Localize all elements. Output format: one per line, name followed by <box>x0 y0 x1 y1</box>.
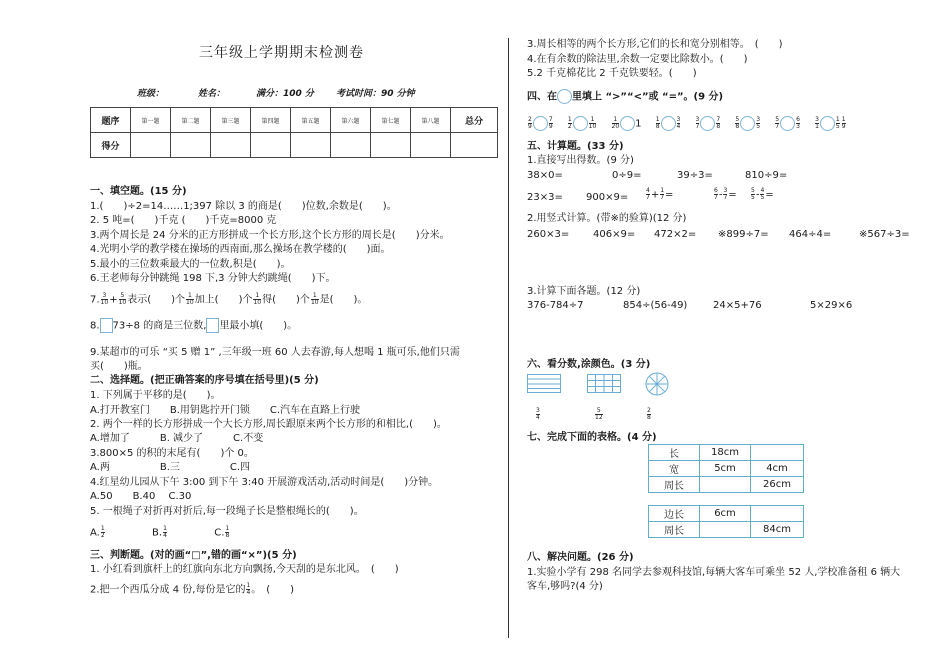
score-table-row-label: 题序 <box>91 108 131 133</box>
question: 5. 一根绳子对折再对折后,每一段绳子长是整根绳长的( )。 <box>90 506 364 517</box>
fraction: $\frac{1}{8}$ <box>225 525 230 539</box>
score-cell[interactable] <box>331 133 371 158</box>
question: 4.光明小学的教学楼在操场的西南面,那么操场在教学楼的( )面。 <box>90 244 391 255</box>
section-6-heading: 六、看分数,涂颜色。(3 分) <box>527 359 651 370</box>
score-col: 第七题 <box>371 108 411 133</box>
fraction: $\frac{1}{4}$ <box>246 582 251 596</box>
answer-box[interactable] <box>206 318 219 333</box>
question: 4.红星幼儿园从下午 3:00 到下午 3:40 开展游戏活动,活动时间是( )分钟。 <box>90 477 439 488</box>
answer-circle[interactable] <box>533 116 548 131</box>
question: 客车,够吗?(4 分) <box>527 581 603 592</box>
exam-time: 考试时间：90 分钟 <box>336 89 415 99</box>
calc: 5×29×6 <box>810 300 853 311</box>
compare-item: $\frac{5}{8}$ $\frac{3}{5}$ <box>735 116 761 130</box>
answer-box[interactable] <box>100 318 113 333</box>
calc-fraction: $\frac{6}{7}$ - $\frac{3}{7}$ = <box>714 187 737 201</box>
compare-item: $\frac{3}{7}$ $\frac{7}{8}$ <box>695 116 721 130</box>
subheading: 2.用竖式计算。(带※的验算)(12 分) <box>527 213 687 224</box>
score-col: 第二题 <box>171 108 211 133</box>
score-cell[interactable] <box>171 133 211 158</box>
question: 1.实验小学有 298 名同学去参观科技馆,每辆大客车可乘坐 52 人,学校准备租 6 辆大 <box>527 567 901 578</box>
table-row-label: 边长 <box>649 506 700 522</box>
section-5-heading: 五、计算题。(33 分) <box>527 141 624 152</box>
score-col: 第四题 <box>251 108 291 133</box>
full-score: 满分：100 分 <box>256 89 314 99</box>
compare-item: $\frac{3}{1}$ $\frac{1}{5}$ $\frac{1}{9}$ <box>815 116 846 130</box>
calc: 38×0= <box>527 170 563 181</box>
fraction: $\frac{1}{10}$ <box>186 292 194 306</box>
score-table <box>90 107 498 158</box>
subheading: 3.计算下面各题。(12 分) <box>527 286 641 297</box>
calc: 0÷9= <box>612 170 642 181</box>
fraction-label: $\frac{5}{12}$ <box>595 407 603 421</box>
table-cell[interactable] <box>751 445 804 461</box>
fraction: $\frac{1}{2}$ <box>100 525 105 539</box>
question-7: 7. $\frac{3}{10}$ + $\frac{5}{10}$ 表示( )个 $\frac{1}{10}$ 加上( )个 $\frac{1}{10}$ 得( )个 $\frac{1}{10}$ 是( )。 <box>90 292 368 306</box>
section-4-heading: 四、在 里填上 “>”“<”或 “=”。(9 分) <box>527 89 723 105</box>
table-row-label: 周长 <box>649 477 700 493</box>
calc: 39÷3= <box>677 170 713 181</box>
question: 2.把一个西瓜分成 4 份,每份是它的 $\frac{1}{4}$ 。 ( ) <box>90 582 295 596</box>
question: 1. 小红看到旗杆上的红旗向东北方向飘扬,今天刮的是东北风。 ( ) <box>90 564 399 575</box>
question: 买( )瓶。 <box>90 361 148 372</box>
question: 1.( )÷2=14……1;397 除以 3 的商是( )位数,余数是( )。 <box>90 201 397 212</box>
score-col: 第一题 <box>131 108 171 133</box>
rectangle-table <box>648 444 804 493</box>
calc-fraction: $\frac{4}{7}$ + $\frac{1}{7}$ = <box>646 187 674 201</box>
question: 3.周长相等的两个长方形,它们的长和宽分别相等。 ( ) <box>527 39 783 50</box>
calc: ※567÷3= <box>859 229 910 240</box>
score-cell[interactable] <box>371 133 411 158</box>
options: A.两 B.三 C.四 <box>90 462 251 473</box>
table-cell[interactable] <box>700 477 751 493</box>
options: A.打开教室门 B.用钥匙拧开门锁 C.汽车在直路上行驶 <box>90 405 361 416</box>
answer-circle[interactable] <box>573 116 588 131</box>
question-8: 8. 73÷8 的商是三位数, 里最小填( )。 <box>90 318 297 334</box>
calc: 464÷4= <box>789 229 832 240</box>
calc: ※899÷7= <box>718 229 769 240</box>
score-col: 第六题 <box>331 108 371 133</box>
table-cell: 5cm <box>700 461 751 477</box>
section-3-heading: 三、判断题。(对的画“□”,错的画“×”)(5 分) <box>90 550 297 561</box>
score-total-header: 总分 <box>451 108 498 133</box>
options: A.50 B.40 C.30 <box>90 491 192 502</box>
fraction: $\frac{1}{10}$ <box>310 292 319 306</box>
fraction-shape-circle-eighths[interactable] <box>645 372 669 396</box>
fraction: $\frac{5}{10}$ <box>118 292 127 306</box>
table-row-label: 宽 <box>649 461 700 477</box>
table-row-label: 周长 <box>649 522 700 538</box>
section-8-heading: 八、解决问题。(26 分) <box>527 552 634 563</box>
fraction-label: $\frac{3}{4}$ <box>536 407 540 421</box>
score-table-row-label: 得分 <box>91 133 131 158</box>
fraction-label: $\frac{2}{8}$ <box>647 407 651 421</box>
calc: 810÷9= <box>745 170 788 181</box>
answer-circle[interactable] <box>780 116 795 131</box>
answer-circle[interactable] <box>620 116 635 131</box>
answer-circle[interactable] <box>740 116 755 131</box>
options: A. $\frac{1}{2}$ B. $\frac{1}{4}$ C. $\frac{1}{8}$ <box>90 525 230 539</box>
fraction: $\frac{1}{4}$ <box>163 525 167 539</box>
fraction: $\frac{1}{10}$ <box>253 292 262 306</box>
score-col: 第五题 <box>291 108 331 133</box>
table-cell: 6cm <box>700 506 751 522</box>
question: 5.最小的三位数乘最大的一位数,积是( )。 <box>90 259 291 270</box>
calc: 24×5+76 <box>713 300 762 311</box>
calc-fraction: $\frac{5}{5}$ - $\frac{4}{5}$ = <box>751 187 774 201</box>
section-7-heading: 七、完成下面的表格。(4 分) <box>527 432 657 443</box>
calc: 406×9= <box>593 229 636 240</box>
compare-row <box>527 116 857 132</box>
score-cell[interactable] <box>451 133 498 158</box>
score-col: 第八题 <box>411 108 451 133</box>
question: 5.2 千克棉花比 2 千克铁要轻。( ) <box>527 68 697 79</box>
answer-circle[interactable] <box>661 116 676 131</box>
question: 2. 两个一样的长方形拼成一个大长方形,周长跟原来两个长方形的和相比,( )。 <box>90 419 447 430</box>
score-cell[interactable] <box>251 133 291 158</box>
compare-item: $\frac{1}{2}$ $\frac{1}{10}$ <box>567 116 597 130</box>
table-cell: 84cm <box>751 522 804 538</box>
compare-item: $\frac{1}{20}$ 1 <box>611 116 642 130</box>
calc: 260×3= <box>527 229 570 240</box>
subheading: 1.直接写出得数。(9 分) <box>527 155 634 166</box>
score-cell[interactable] <box>131 133 171 158</box>
calc: 376-784÷7 <box>527 300 584 311</box>
page-title: 三年级上学期期末检测卷 <box>199 45 364 61</box>
section-1-heading: 一、填空题。(15 分) <box>90 186 187 197</box>
options: A.增加了 B. 减少了 C.不变 <box>90 433 264 444</box>
score-col: 第三题 <box>211 108 251 133</box>
calc: 23×3= <box>527 192 563 203</box>
calc: 472×2= <box>654 229 697 240</box>
question: 3.800×5 的积的末尾有( )个 0。 <box>90 448 254 459</box>
calc: 900×9= <box>586 192 629 203</box>
table-cell: 4cm <box>751 461 804 477</box>
score-cell[interactable] <box>291 133 331 158</box>
question: 9.某超市的可乐 “买 5 赠 1” ,三年级一班 60 人去春游,每人想喝 1 瓶可乐,他们只需 <box>90 347 460 358</box>
question: 2. 5 吨=( )千克 ( )千克=8000 克 <box>90 215 277 226</box>
table-cell[interactable] <box>700 522 751 538</box>
fraction-shape-twelfths[interactable] <box>587 374 622 394</box>
compare-circle-icon <box>557 89 572 104</box>
calc: 854÷(56-49) <box>623 300 688 311</box>
table-row-label: 长 <box>649 445 700 461</box>
table-cell: 26cm <box>751 477 804 493</box>
square-table <box>648 505 804 538</box>
fraction-shape-quarters[interactable] <box>527 374 562 394</box>
answer-circle[interactable] <box>700 116 715 131</box>
compare-item: $\frac{5}{7}$ $\frac{6}{3}$ <box>775 116 800 130</box>
table-cell[interactable] <box>751 506 804 522</box>
compare-item: $\frac{2}{9}$ $\frac{7}{9}$ <box>528 116 553 130</box>
name-label: 姓名： <box>198 89 226 99</box>
answer-circle[interactable] <box>820 116 835 131</box>
class-label: 班级： <box>137 89 165 99</box>
table-cell: 18cm <box>700 445 751 461</box>
fraction: $\frac{3}{10}$ <box>100 292 109 306</box>
column-divider <box>508 38 509 638</box>
score-cell[interactable] <box>211 133 251 158</box>
question: 3.两个周长是 24 分米的正方形拼成一个长方形,这个长方形的周长是( )分米。 <box>90 230 450 241</box>
question: 4.在有余数的除法里,余数一定要比除数小。( ) <box>527 54 748 65</box>
question: 1. 下列属于平移的是( )。 <box>90 390 221 401</box>
score-cell[interactable] <box>411 133 451 158</box>
compare-item: $\frac{1}{8}$ $\frac{3}{4}$ <box>655 116 681 130</box>
section-2-heading: 二、选择题。(把正确答案的序号填在括号里)(5 分) <box>90 375 319 386</box>
question: 6.王老师每分钟跳绳 198 下,3 分钟大约跳绳( )下。 <box>90 273 336 284</box>
